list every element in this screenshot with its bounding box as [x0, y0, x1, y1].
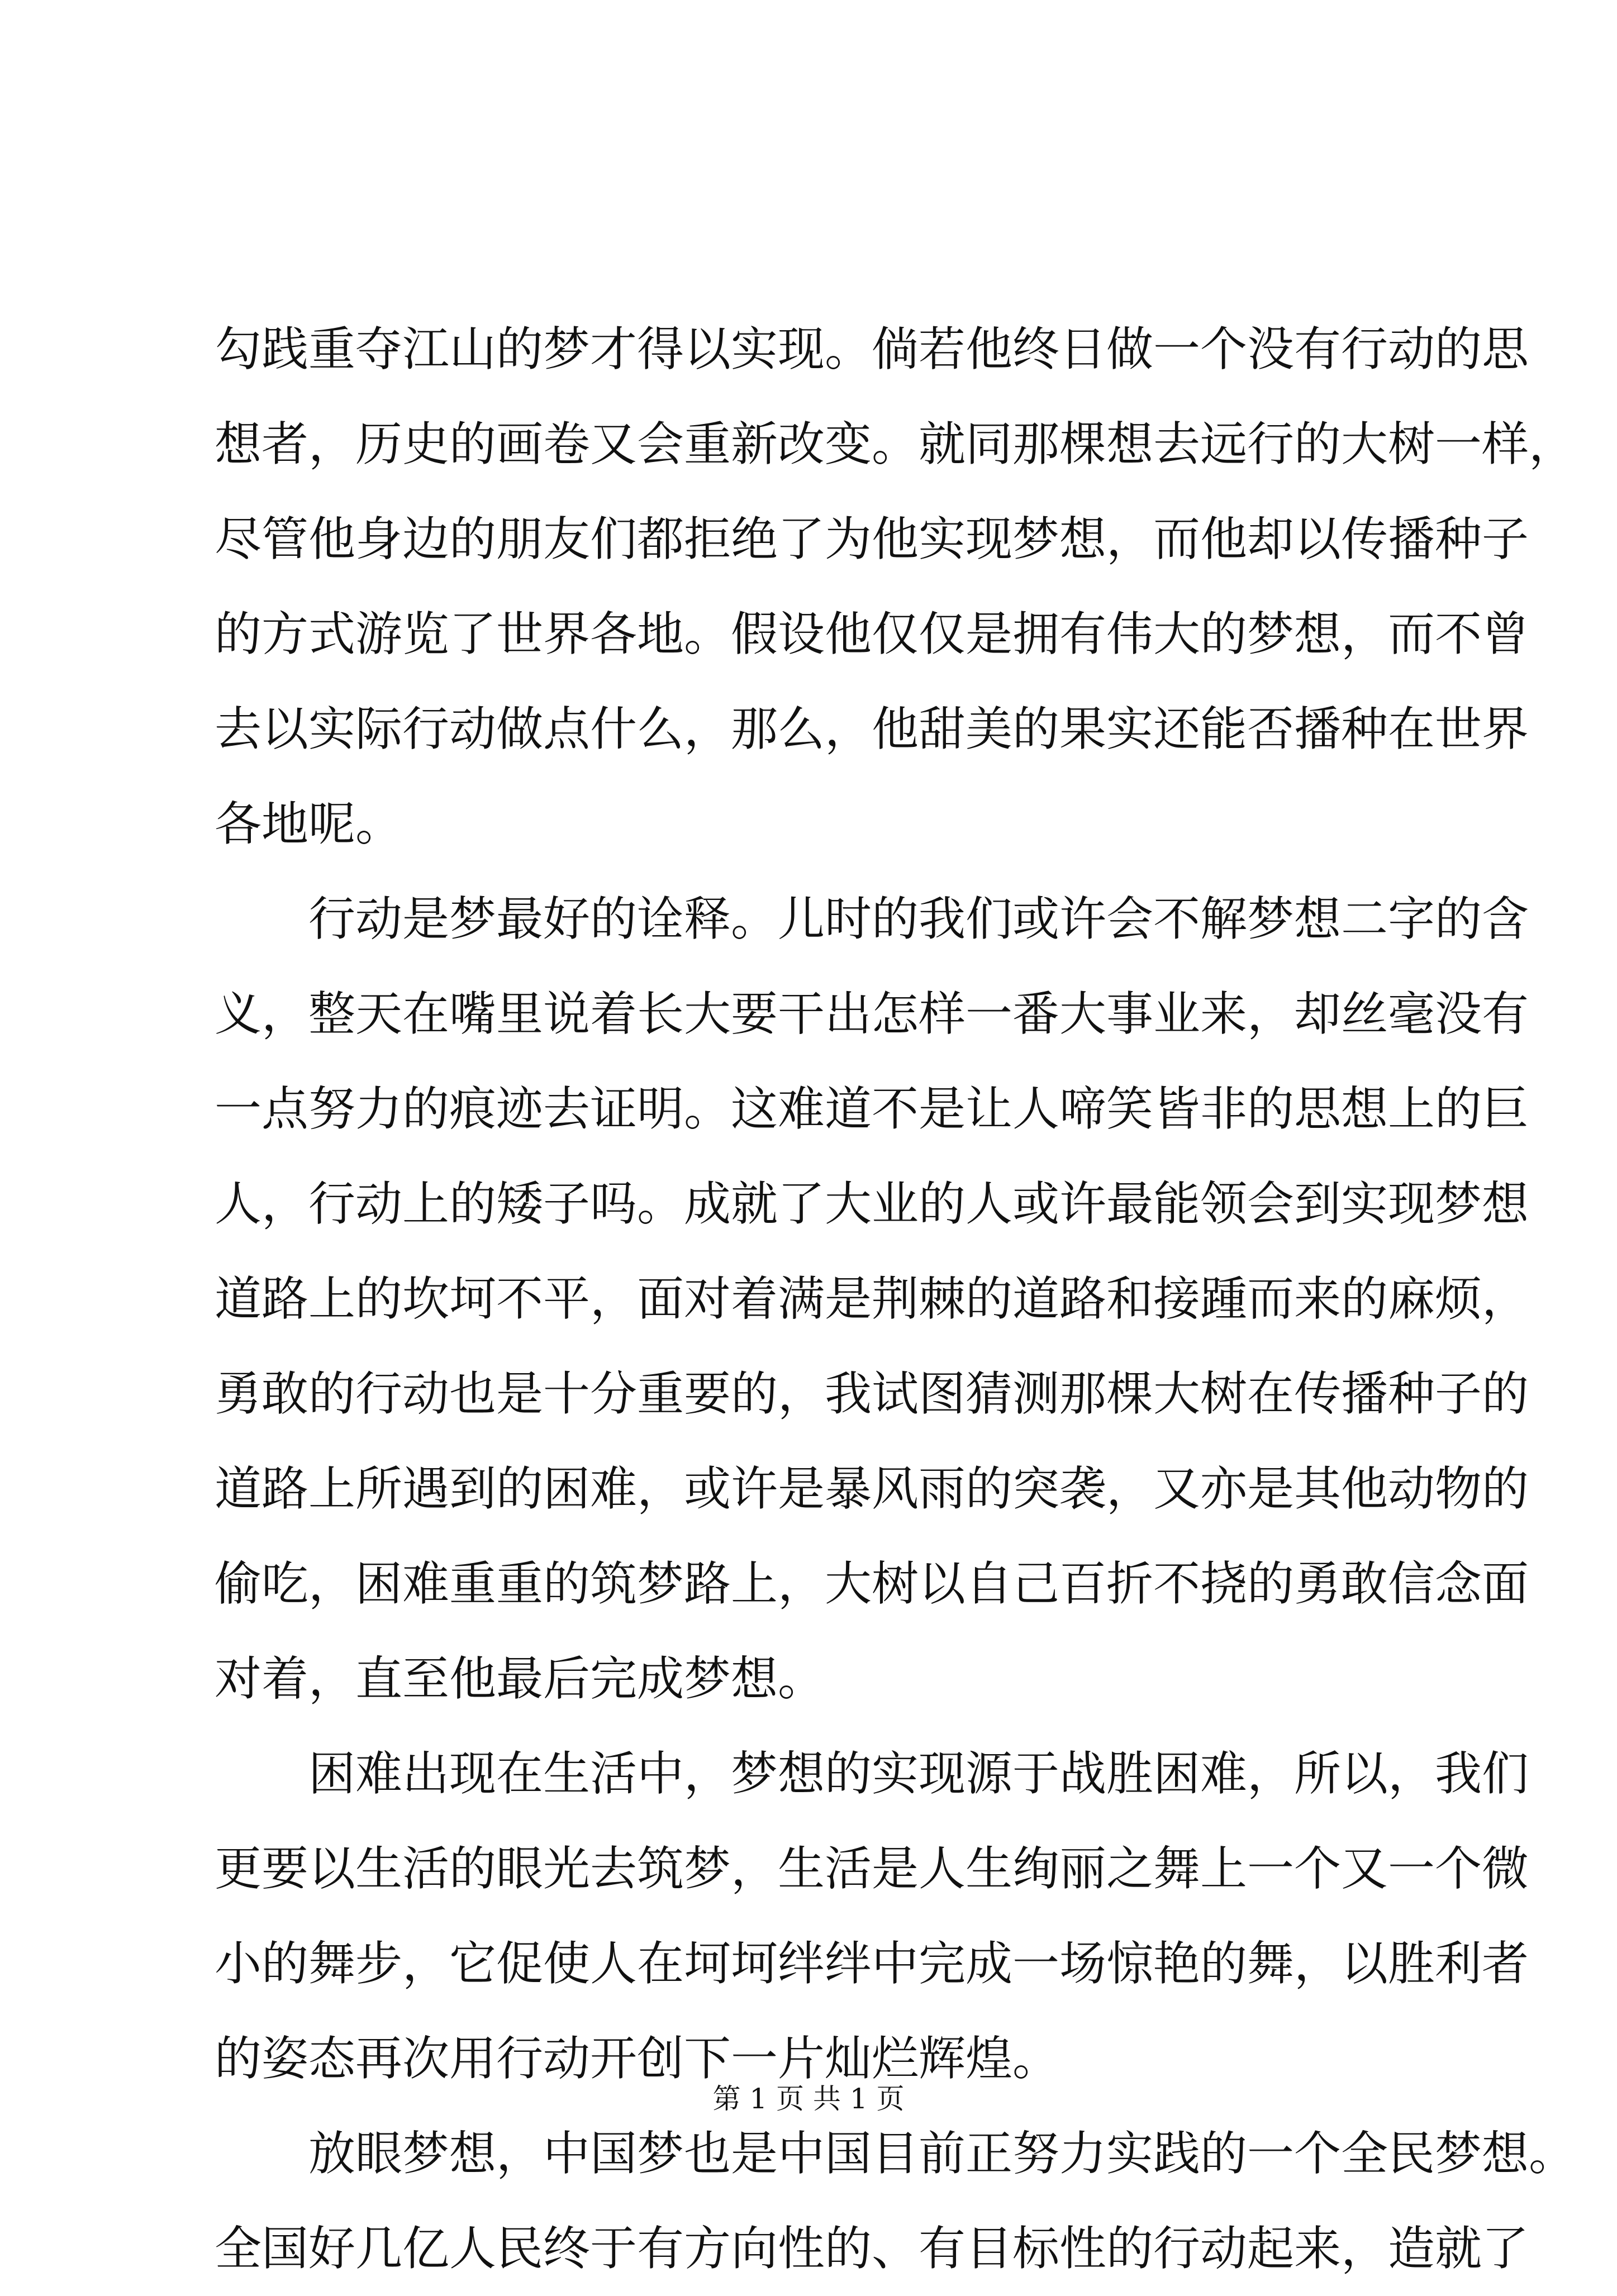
text-line: 更要以生活的眼光去筑梦，生活是人生绚丽之舞上一个又一个微	[215, 1841, 1529, 1896]
text-line: 全国好几亿人民终于有方向性的、有目标性的行动起来，造就了	[215, 2221, 1529, 2276]
text-line: 道路上的坎坷不平，面对着满是荆棘的道路和接踵而来的麻烦，	[215, 1271, 1529, 1326]
text-line: 义，整天在嘴里说着长大要干出怎样一番大事业来，却丝毫没有	[215, 987, 1529, 1041]
text-line: 偷吃，困难重重的筑梦路上，大树以自己百折不挠的勇敢信念面	[215, 1556, 1529, 1611]
text-line: 人，行动上的矮子吗。成就了大业的人或许最能领会到实现梦想	[215, 1176, 1529, 1231]
text-line: 道路上所遇到的困难，或许是暴风雨的突袭，又亦是其他动物的	[215, 1461, 1529, 1516]
text-line: 勾践重夺江山的梦才得以实现。倘若他终日做一个没有行动的思	[215, 322, 1529, 377]
text-line: 尽管他身边的朋友们都拒绝了为他实现梦想，而他却以传播种子	[215, 512, 1529, 566]
paragraph-first-line: 行动是梦最好的诠释。儿时的我们或许会不解梦想二字的含	[308, 892, 1529, 946]
page-footer: 第 1 页 共 1 页	[712, 2083, 905, 2115]
text-line: 一点努力的痕迹去证明。这难道不是让人啼笑皆非的思想上的巨	[215, 1082, 1529, 1136]
text-line: 勇敢的行动也是十分重要的，我试图猜测那棵大树在传播种子的	[215, 1366, 1529, 1421]
paragraph-first-line: 困难出现在生活中，梦想的实现源于战胜困难，所以，我们	[308, 1746, 1529, 1801]
text-line: 想者，历史的画卷又会重新改变。就同那棵想去远行的大树一样，	[215, 417, 1576, 471]
text-line: 各地呢。	[215, 797, 403, 851]
paragraph-first-line: 放眼梦想，中国梦也是中国目前正努力实践的一个全民梦想。	[308, 2126, 1576, 2181]
text-line: 小的舞步，它促使人在坷坷绊绊中完成一场惊艳的舞，以胜利者	[215, 1936, 1529, 1991]
text-line: 的姿态再次用行动开创下一片灿烂辉煌。	[215, 2031, 1060, 2086]
text-line: 去以实际行动做点什么，那么，他甜美的果实还能否播种在世界	[215, 702, 1529, 756]
text-line: 的方式游览了世界各地。假设他仅仅是拥有伟大的梦想，而不曾	[215, 607, 1529, 661]
text-line: 对着，直至他最后完成梦想。	[215, 1651, 825, 1706]
document-body	[215, 302, 1576, 2296]
